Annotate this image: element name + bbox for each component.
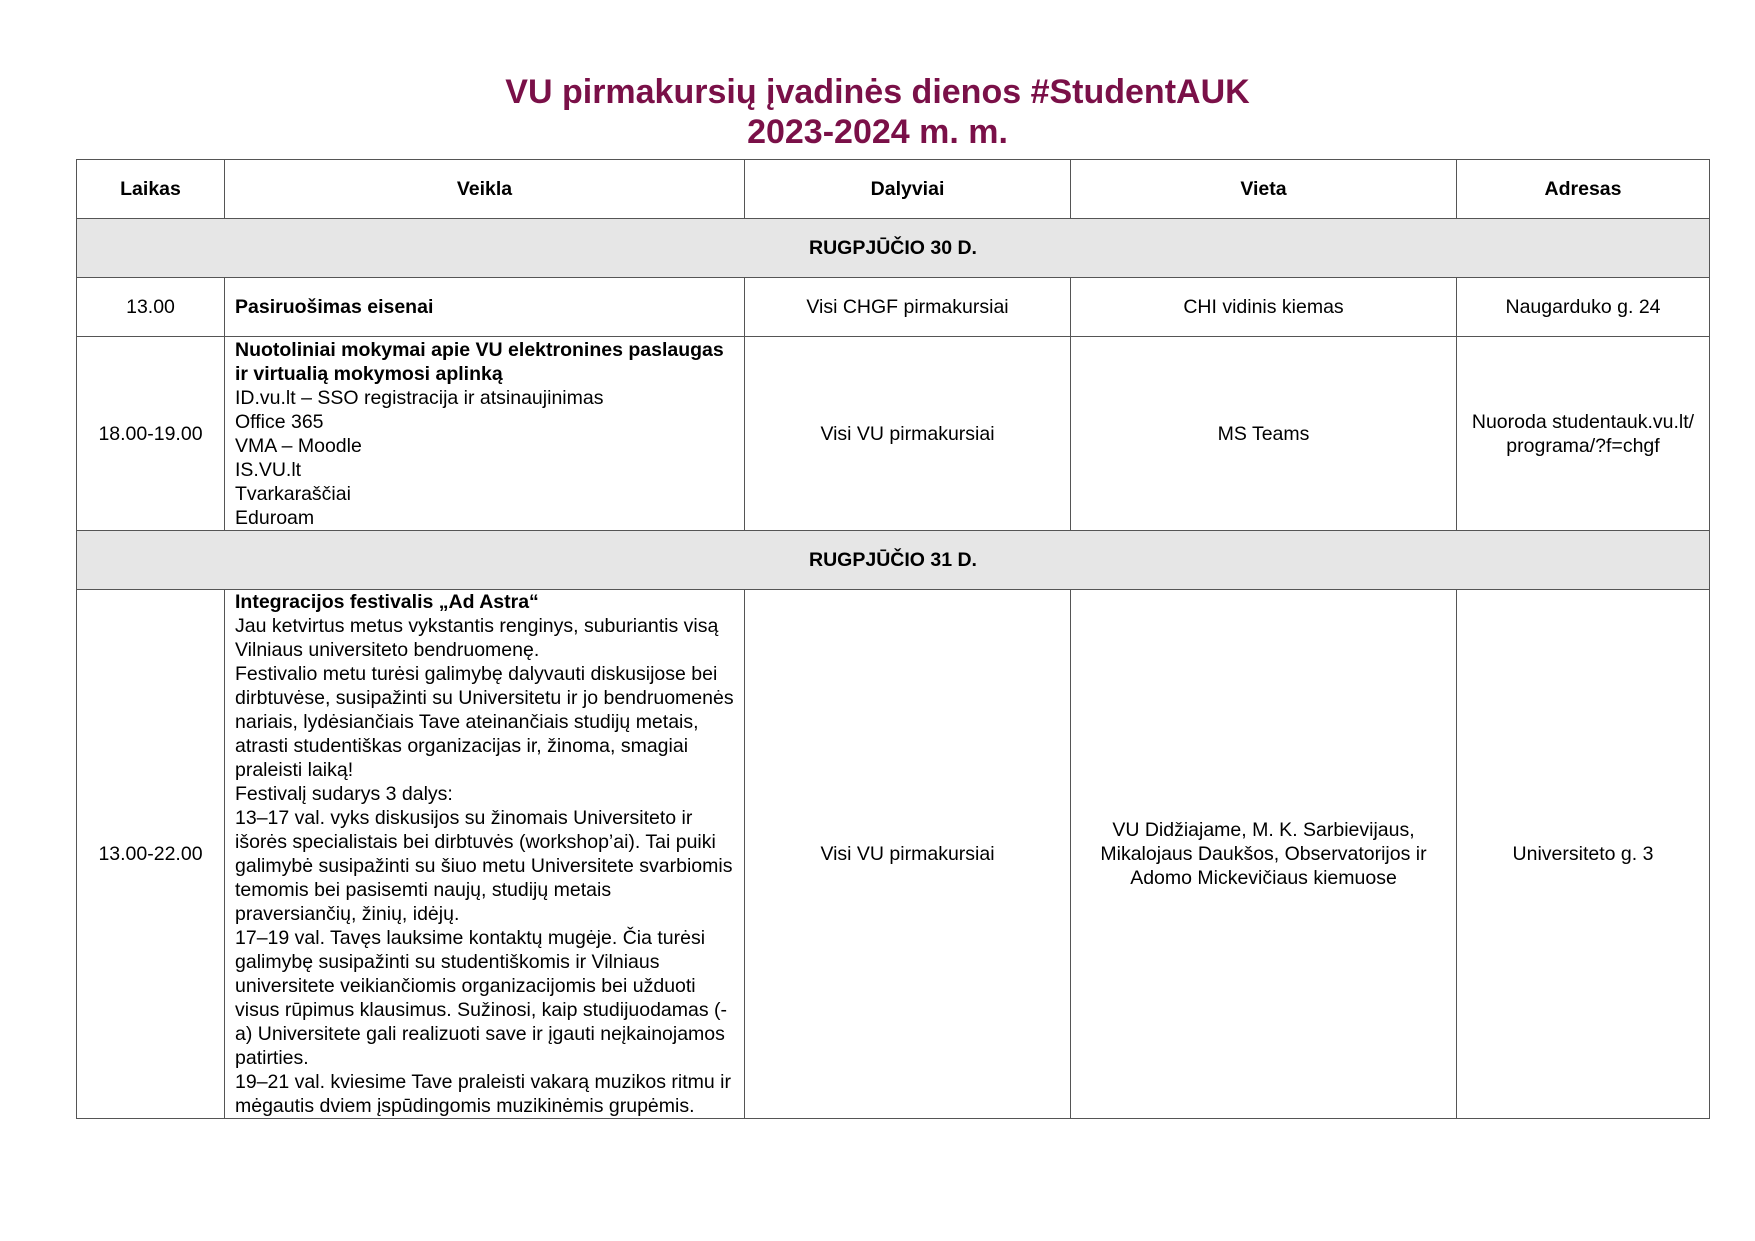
header-veikla: Veikla: [225, 160, 745, 219]
header-laikas: Laikas: [77, 160, 225, 219]
activity-line: ID.vu.lt – SSO registracija ir atsinaujinimas: [235, 386, 604, 409]
header-adresas: Adresas: [1457, 160, 1710, 219]
cell-participants: Visi CHGF pirmakursiai: [745, 278, 1071, 337]
schedule-table: [76, 159, 1710, 1119]
table-header-row: [77, 160, 1710, 219]
activity-line: Eduroam: [235, 506, 315, 529]
header-vieta: Vieta: [1071, 160, 1457, 219]
activity-line: VMA – Moodle: [235, 434, 362, 457]
activity-title: Pasiruošimas eisenai: [235, 296, 434, 318]
cell-time: 13.00-22.00: [77, 590, 225, 1119]
activity-line: Festivalį sudarys 3 dalys:: [235, 783, 453, 805]
table-row: [77, 337, 1710, 531]
activity-line: IS.VU.lt: [235, 458, 302, 481]
day-label: RUGPJŪČIO 30 D.: [77, 219, 1710, 278]
cell-time: 13.00: [77, 278, 225, 337]
cell-place: MS Teams: [1071, 337, 1457, 531]
cell-place: CHI vidinis kiemas: [1071, 278, 1457, 337]
day-label: RUGPJŪČIO 31 D.: [77, 531, 1710, 590]
activity-title: Nuotoliniai mokymai apie VU elektronines paslaugas ir virtualią mokymosi aplinką: [235, 338, 724, 385]
activity-line: Festivalio metu turėsi galimybę dalyvauti diskusijose bei dirbtuvėse, susipažinti su Universitetu ir jo bendruomenės nariais, lydėsiančiais Tave ateinančiais studijų metais, atrasti studentiškas organizacijas ir, žinoma, smagiai praleisti laiką!: [235, 663, 734, 781]
activity-line: Tvarkaraščiai: [235, 482, 351, 505]
cell-participants: Visi VU pirmakursiai: [745, 337, 1071, 531]
cell-address: Nuoroda studentauk.vu.lt/programa/?f=chgf: [1457, 337, 1710, 531]
table-row: [77, 278, 1710, 337]
activity-line: 13–17 val. vyks diskusijos su žinomais Universiteto ir išorės specialistais bei dirbtuvės (workshop’ai). Tai puiki galimybė susipažinti su šiuo metu Universitete svarbiomis temomis bei pasisemti naujų, studijų metais praversiančių, žinių, idėjų.: [235, 807, 733, 925]
page-title: [0, 72, 1755, 152]
cell-activity: [225, 278, 745, 337]
activity-line: Jau ketvirtus metus vykstantis renginys, suburiantis visą Vilniaus universiteto bendruomenę.: [235, 615, 719, 661]
day-row: [77, 219, 1710, 278]
activity-line: 17–19 val. Tavęs lauksime kontaktų mugėje. Čia turėsi galimybę susipažinti su studentiškomis ir Vilniaus universitete veikiančiomis organizacijomis bei užduoti visus rūpimus klausimus. Sužinosi, kaip studijuodamas (-a) Universitete gali realizuoti save ir įgauti neįkainojamos patirties.: [235, 927, 728, 1069]
activity-title: Integracijos festivalis „Ad Astra“: [235, 591, 539, 613]
cell-place: VU Didžiajame, M. K. Sarbievijaus, Mikalojaus Daukšos, Observatorijos ir Adomo Mickevičiaus kiemuose: [1071, 590, 1457, 1119]
activity-line: Office 365: [235, 410, 324, 433]
header-dalyviai: Dalyviai: [745, 160, 1071, 219]
cell-time: 18.00-19.00: [77, 337, 225, 531]
cell-participants: Visi VU pirmakursiai: [745, 590, 1071, 1119]
activity-line: 19–21 val. kviesime Tave praleisti vakarą muzikos ritmu ir mėgautis dviem įspūdingomis muzikinėmis grupėmis.: [235, 1071, 731, 1117]
title-line-1: VU pirmakursių įvadinės dienos #StudentAUK: [505, 73, 1250, 111]
table-row: [77, 590, 1710, 1119]
cell-activity: [225, 590, 745, 1119]
cell-address: Naugarduko g. 24: [1457, 278, 1710, 337]
day-row: [77, 531, 1710, 590]
cell-address: Universiteto g. 3: [1457, 590, 1710, 1119]
cell-activity: [225, 337, 745, 531]
title-line-2: 2023-2024 m. m.: [747, 113, 1008, 151]
